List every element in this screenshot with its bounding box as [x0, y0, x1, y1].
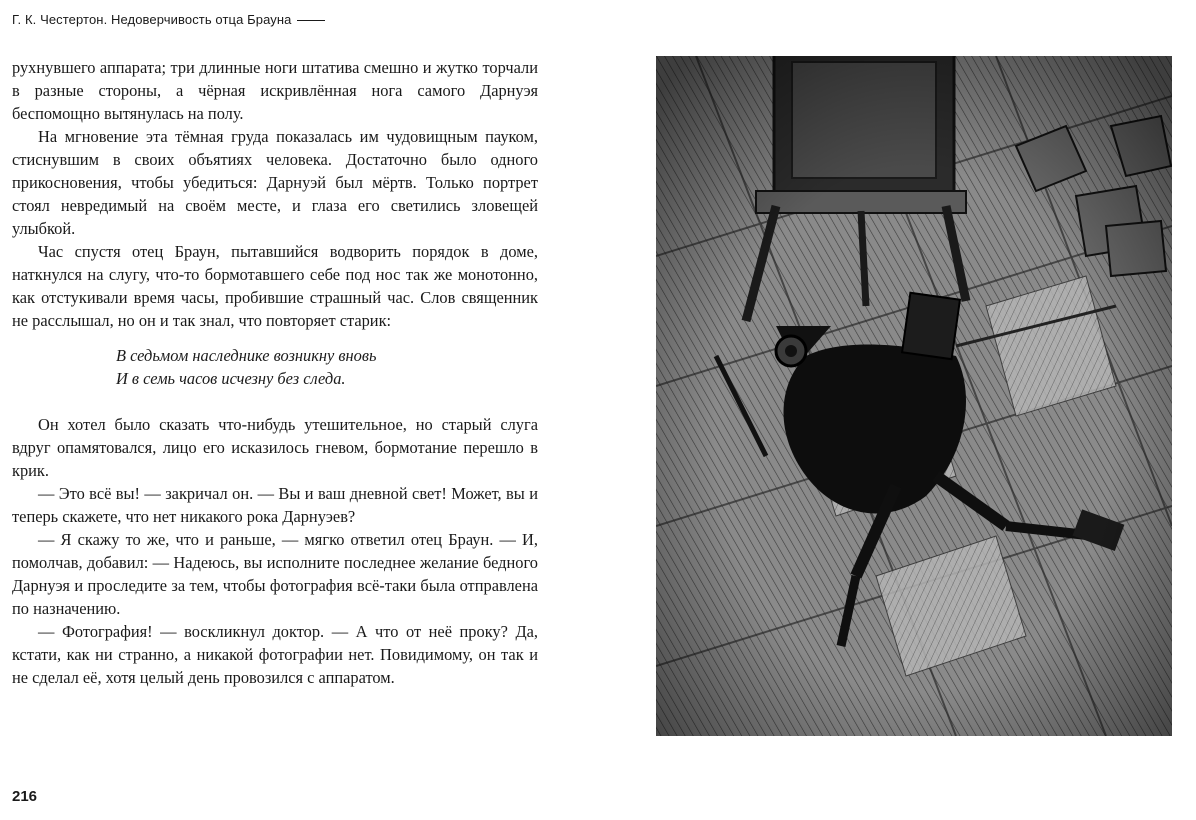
verse-line: В седьмом наследнике возникну вновь — [116, 346, 377, 365]
verse-line: И в семь часов исчезну без следа. — [116, 369, 346, 388]
paragraph: — Я скажу то же, что и раньше, — мягко ответил отец Браун. — И, помолчав, добавил: — Надеюсь, вы исполните последнее желание бедного Дарнуэя и проследите за тем, чтобы фотография всё-таки была отправлена по назначению. — [12, 530, 538, 618]
paragraph: рухнувшего аппарата; три длинные ноги штатива смешно и жутко торчали в разные стороны, а чёрная искривлённая нога самого Дарнуэя беспомощно вытянулась на полу. — [12, 58, 538, 123]
paragraph: Он хотел было сказать что-нибудь утешительное, но старый слуга вдруг опамятовался, лицо его исказилось гневом, бормотание перешло в крик. — [12, 415, 538, 480]
verse — [12, 344, 538, 390]
paragraph: — Это всё вы! — закричал он. — Вы и ваш дневной свет! Может, вы и теперь скажете, что нет никакого рока Дарнуэев? — [12, 484, 538, 526]
paragraph: — Фотография! — воскликнул доктор. — А что от неё проку? Да, кстати, как ни странно, а никакой фотографии нет. Повидимому, он так и не сделал её, хотя целый день провозился с аппаратом. — [12, 622, 538, 687]
paragraph: Час спустя отец Браун, пытавшийся водворить порядок в доме, наткнулся на слугу, что-то бормотавшего себе под нос так же монотонно, как отстукивали время часы, пробившие страшный час. Слов священник не расслышал, но он и так знал, что повторяет старик: — [12, 242, 538, 330]
body-text — [12, 56, 538, 689]
running-head-rule — [297, 20, 325, 21]
pencil-drawing — [656, 56, 1172, 736]
illustration — [656, 56, 1172, 736]
page-number: 216 — [12, 788, 38, 805]
running-title: Г. К. Честертон. Недоверчивость отца Брауна — [12, 12, 292, 27]
running-head — [12, 12, 325, 27]
paragraph: На мгновение эта тёмная груда показалась им чудовищным пауком, стиснувшим в своих объятиях человека. Достаточно было одного прикосновения, чтобы убедиться: Дарнуэй был мёртв. Только портрет стоял невредимый на своём месте, и глаза его светились зловещей улыбкой. — [12, 127, 538, 238]
